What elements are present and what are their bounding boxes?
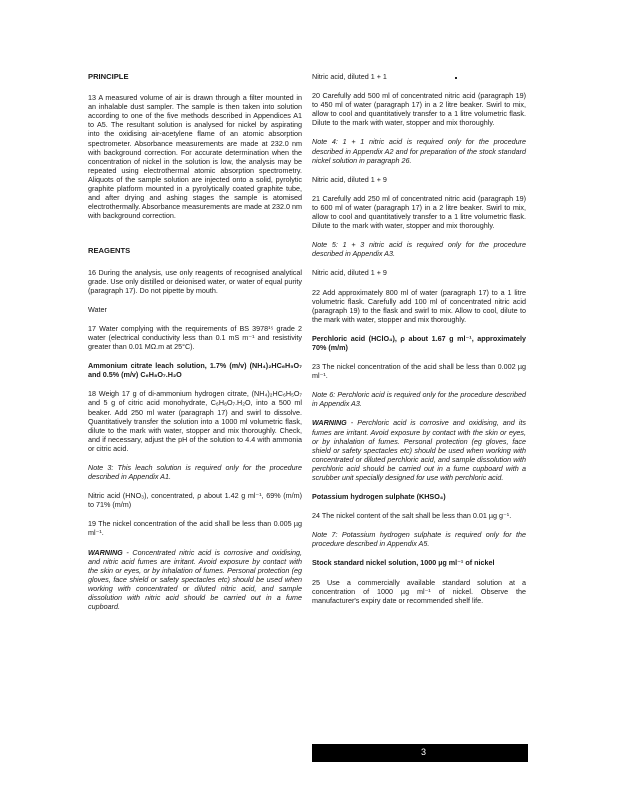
water-heading: Water <box>88 304 107 314</box>
paragraph-13: 13 A measured volume of air is drawn through a filter mounted in an inhalable dust sampler. The sample is then taken into solution according to one of the five methods described in Appendices A1 to A5. The resultant solution is analysed for nickel by aspirating into the oxidising air-acetylene flame of an atomic absorption spectrometer. Absorbance measurements are made at 232.0 nm with background correction. For accurate determination when the concentration of nickel in the solution is low, the analysis may be repeated using electrothermal atomic absorption spectrometry. Aliquots of the sample solution are injected onto a solid, pyrolytic graphite platform mounted in a pyrolytically coated graphite tube, and after drying and ashing stages the sample is atomised electrothermally. Absorbance measurements are made at 232.0 nm with background correction. <box>88 93 303 221</box>
warning-perchloric-text: - Perchloric acid is corrosive and oxidising, and its fumes are irritant. Avoid exposure by contact with the skin or eyes, or by inhalation of fumes. Personal protection (eg gloves, face shield or safety spectacles etc) should be used when working with concentrated or diluted perchloric acid, and sample dissolution with perchloric acid should be carried out in a fume cupboard with a scrubber unit specially designed for use with perchloric acid. <box>312 418 526 482</box>
warning-label: WARNING <box>88 547 123 557</box>
nitric-1-9b-heading: Nitric acid, diluted 1 + 9 <box>312 268 387 278</box>
page-number: 3 <box>420 747 426 757</box>
paragraph-16: 16 During the analysis, use only reagents of recognised analytical grade. Use only distilled or deionised water, or water of equal purity (paragraph 17). Do not pipette by mouth. <box>88 267 302 295</box>
note-7: Note 7: Potassium hydrogen sulphate is required only for the procedure described in Appendix A5. <box>312 530 526 549</box>
note-6: Note 6: Perchloric acid is required only for the procedure described in Appendix A3. <box>312 390 526 409</box>
footer-bar <box>312 744 528 762</box>
right-column <box>312 72 526 615</box>
paragraph-18: 18 Weigh 17 g of di-ammonium hydrogen citrate, (NH₄)₂HC₆H₅O₇ and 5 g of citric acid monohydrate, C₆H₈O₇.H₂O, into a 500 ml beaker. Add 250 ml water (paragraph 17) and swirl to dissolve. Quantitatively transfer the solution into a 1000 ml volumetric flask, dilute to the mark with water, stopper and mix thoroughly. Check, and if necessary, adjust the pH of the solution to 4.4 with ammonia or citric acid. <box>88 389 302 453</box>
paragraph-19: 19 The nickel concentration of the acid shall be less than 0.005 µg ml⁻¹. <box>88 519 302 538</box>
paragraph-25: 25 Use a commercially available standard solution at a concentration of 1000 µg ml⁻¹ of nickel. Observe the manufacturer's expiry date or recommended shelf life. <box>312 577 526 605</box>
warning-label: WARNING <box>312 418 347 428</box>
paragraph-21: 21 Carefully add 250 ml of concentrated nitric acid (paragraph 19) to 600 ml of water (paragraph 17) in a 2 litre beaker. Swirl to mix, allow to cool and quantitatively transfer to a 1 litre volumetric flask. Dilute to the mark with water, stopper and mix thoroughly. <box>312 193 526 231</box>
ammonium-citrate-heading: Ammonium citrate leach solution, 1.7% (m/v) (NH₄)₂HC₆H₅O₇ and 0.5% (m/v) C₆H₈O₇.H₂O <box>88 361 302 380</box>
warning-nitric-text: - Concentrated nitric acid is corrosive and oxidising, and nitric acid fumes are irritant. Avoid exposure by contact with the skin or eyes, or by inhalation of fumes. Personal protection (eg gloves, face shield or safety spectacles etc) should be used when working with concentrated or diluted nitric acid, and sample dissolution with nitric acid should be carried out in a fume cupboard. <box>88 547 302 612</box>
potassium-heading: Potassium hydrogen sulphate (KHSO₄) <box>312 492 446 502</box>
note-4: Note 4: 1 + 1 nitric acid is required only for the procedure described in Appendix A2 and for preparation of the stock standard nickel solution in paragraph 26. <box>312 137 526 165</box>
principle-heading: PRINCIPLE <box>88 72 129 81</box>
paragraph-23: 23 The nickel concentration of the acid shall be less than 0.002 µg ml⁻¹. <box>312 362 526 381</box>
note-5: Note 5: 1 + 3 nitric acid is required only for the procedure described in Appendix A3. <box>312 240 526 259</box>
paragraph-20: 20 Carefully add 500 ml of concentrated nitric acid (paragraph 19) to 450 ml of water (paragraph 17) in a 2 litre beaker. Swirl to mix, allow to cool and quantitatively transfer to a 1 litre volumetric flask. Dilute to the mark with water, stopper and mix thoroughly. <box>312 91 526 128</box>
nitric-1-9-heading: Nitric acid, diluted 1 + 9 <box>312 174 387 184</box>
warning-perchloric <box>312 418 526 482</box>
paragraph-22: 22 Add approximately 800 ml of water (paragraph 17) to a 1 litre volumetric flask. Carefully add 100 ml of concentrated nitric acid (paragraph 19) to the flask and swirl to mix. Allow to cool, dilute to the mark with water, stopper and mix thoroughly. <box>312 287 526 324</box>
nitric-acid-heading: Nitric acid (HNO₃), concentrated, ρ about 1.42 g ml⁻¹, 69% (m/m) to 71% (m/m) <box>88 491 302 510</box>
warning-nitric <box>88 548 302 612</box>
stock-standard-heading: Stock standard nickel solution, 1000 µg ml⁻¹ of nickel <box>312 558 495 568</box>
nitric-1-1-heading: Nitric acid, diluted 1 + 1 <box>312 72 387 81</box>
left-column <box>88 72 302 621</box>
note-3: Note 3: This leach solution is required only for the procedure described in Appendix A1. <box>88 463 302 482</box>
perchloric-acid-heading: Perchloric acid (HClO₄), ρ about 1.67 g ml⁻¹, approximately 70% (m/m) <box>312 333 526 352</box>
paragraph-24: 24 The nickel content of the salt shall be less than 0.01 µg g⁻¹. <box>312 511 512 521</box>
paragraph-17: 17 Water complying with the requirements of BS 3978¹⁵ grade 2 water (electrical conductivity less than 0.1 mS m⁻¹ and resistivity greater than 0.01 MΩ.m at 25°C). <box>88 323 302 352</box>
reagents-heading: REAGENTS <box>88 246 131 256</box>
